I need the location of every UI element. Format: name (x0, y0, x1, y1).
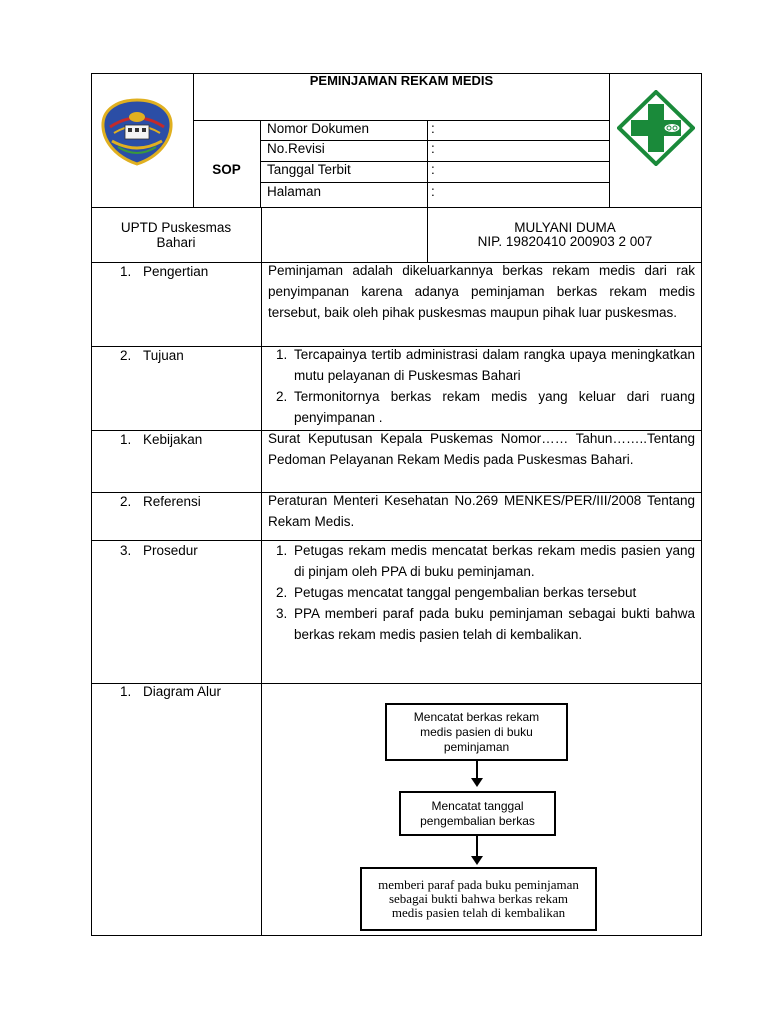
section-label-diagram-alur: Diagram Alur (143, 684, 222, 699)
divider (193, 120, 610, 121)
list-item: 2. Termonitornya berkas rekam medis yang keluar dari ruang penyimpanan . (276, 389, 695, 425)
section-number: 1. (120, 264, 132, 279)
section-label-referensi: Referensi (143, 494, 201, 509)
section-number: 2. (120, 348, 132, 363)
unit-name: UPTD Puskesmas Bahari (120, 220, 232, 250)
section-number: 3. (120, 543, 132, 558)
section-label-prosedur: Prosedur (143, 543, 198, 558)
pengertian-text: Peminjaman adalah dikeluarkannya berkas rekam medis dari rak penyimpanan karena adanya peminjaman berkas rekam medis tersebut, baik oleh pihak puskesmas maupun pihak luar puskesmas. (268, 263, 695, 320)
table-border-left (91, 73, 92, 936)
prosedur-list (268, 540, 695, 645)
section-number: 1. (120, 684, 132, 699)
section-number: 1. (120, 432, 132, 447)
arrow-down-icon (471, 778, 483, 787)
tujuan-list (268, 344, 695, 428)
flow-step-3: memberi paraf pada buku peminjaman sebagai bukti bahwa berkas rekam medis pasien telah di kembalikan (360, 867, 597, 931)
meta-label-nomor-dokumen: Nomor Dokumen (267, 121, 370, 136)
flow-step-1: Mencatat berkas rekam medis pasien di buku peminjaman (385, 703, 568, 761)
list-item: 1. Petugas rekam medis mencatat berkas rekam medis pasien yang di pinjam oleh PPA di buku peminjaman. (276, 543, 695, 579)
meta-value-halaman: : (431, 184, 435, 199)
divider (261, 207, 262, 936)
sop-label: SOP (212, 162, 241, 177)
table-border-right (701, 73, 702, 936)
list-item: 1. Tercapainya tertib administrasi dalam rangka upaya meningkatkan mutu pelayanan di Puskesmas Bahari (276, 347, 695, 383)
signer-nip: NIP. 19820410 200903 2 007 (477, 234, 653, 249)
section-label-kebijakan: Kebijakan (143, 432, 203, 447)
meta-value-tanggal-terbit: : (431, 162, 435, 177)
meta-value-no-revisi: : (431, 141, 435, 156)
divider (193, 73, 194, 207)
meta-label-no-revisi: No.Revisi (267, 141, 325, 156)
section-number: 2. (120, 494, 132, 509)
meta-label-halaman: Halaman (267, 184, 322, 199)
meta-label-tanggal-terbit: Tanggal Terbit (267, 162, 351, 177)
divider (260, 120, 261, 207)
regional-emblem-icon (98, 97, 176, 167)
meta-value-nomor-dokumen: : (431, 121, 435, 136)
arrow-down-icon (471, 856, 483, 865)
divider (427, 120, 428, 207)
section-label-tujuan: Tujuan (143, 348, 184, 363)
flow-step-2: Mencatat tanggal pengembalian berkas (399, 791, 556, 836)
list-item: 3. PPA memberi paraf pada buku peminjaman sebagai bukti bahwa berkas rekam medis pasien telah di kembalikan. (276, 606, 695, 642)
section-label-pengertian: Pengertian (143, 264, 209, 279)
kebijakan-text: Surat Keputusan Kepala Puskemas Nomor…… Tahun……..Tentang Pedoman Pelayanan Rekam Medis pada Puskesmas Bahari. (268, 431, 695, 467)
signer-name: MULYANI DUMA (514, 220, 616, 235)
table-border-bottom (91, 935, 702, 936)
referensi-text: Peraturan Menteri Kesehatan No.269 MENKES/PER/III/2008 Tentang Rekam Medis. (268, 493, 695, 529)
puskesmas-cross-logo-icon (617, 90, 695, 166)
page-title: PEMINJAMAN REKAM MEDIS (309, 73, 494, 88)
list-item: 2. Petugas mencatat tanggal pengembalian berkas tersebut (276, 585, 637, 600)
divider (91, 207, 702, 208)
